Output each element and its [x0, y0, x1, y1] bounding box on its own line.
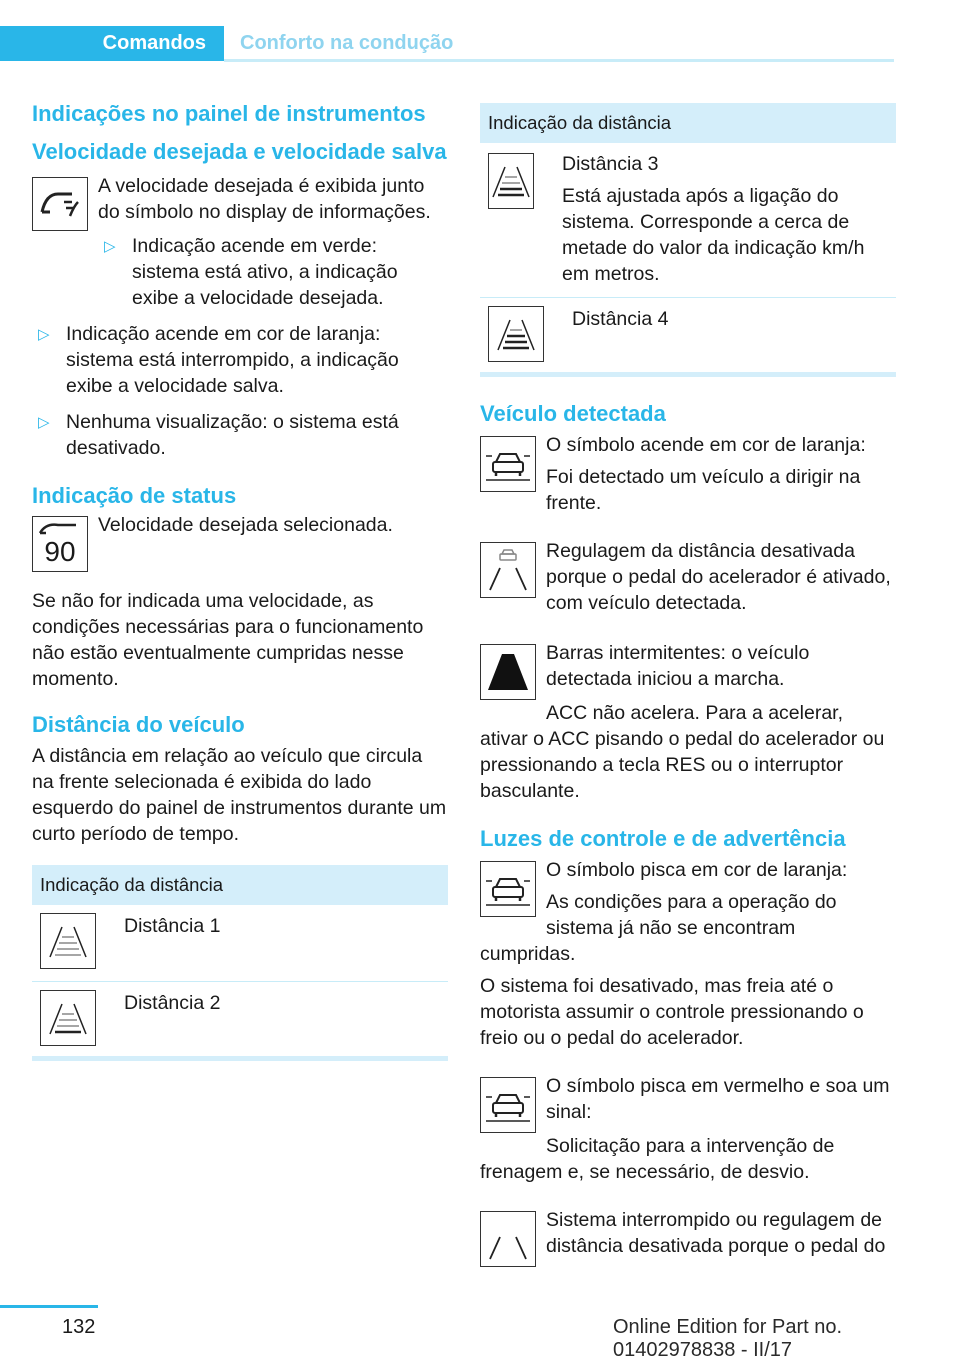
distance-4-icon — [488, 306, 544, 362]
speed-text: A velocidade desejada é exibida junto do símbolo no display de informações. — [98, 175, 431, 223]
table-header: Indicação da distância — [32, 865, 448, 905]
vehicle-detected-icon — [480, 436, 536, 492]
table-row — [480, 143, 896, 298]
lane-lines-icon — [480, 1211, 536, 1267]
vehicle-bars-icon — [480, 644, 536, 700]
status-block — [32, 512, 448, 572]
table-row — [32, 982, 448, 1056]
warning-heading: Luzes de controle e de advertência — [480, 826, 846, 851]
bullet-green-text: Indicação acende em verde: sistema está ativo, a indicação exibe a velocidade desejada. — [132, 235, 398, 309]
warning-block-3 — [480, 1207, 896, 1267]
right-column — [480, 103, 896, 1267]
warning-p1b: As condições para a operação do sistema já não se encontram cumpridas. — [480, 891, 837, 965]
bullet-orange — [32, 321, 448, 399]
vehicle-p3a: Barras intermitentes: o veículo detectada iniciou a marcha. — [546, 642, 810, 690]
distance-table-left — [32, 865, 448, 1061]
section-tab-conforto[interactable]: Conforto na condução — [240, 32, 454, 54]
table-header: Indicação da distância — [480, 103, 896, 143]
header-rule — [224, 59, 894, 62]
distance-3-text: Está ajustada após a ligação do sistema. Corresponde a cerca de metade do valor da indicação km/h em metros. — [562, 185, 865, 285]
vehicle-heading: Veículo detectada — [480, 401, 666, 426]
page-number: 132 — [62, 1316, 96, 1338]
distance-heading: Distância do veículo — [32, 712, 245, 737]
bullet-none — [32, 409, 448, 461]
speed-90-value: 90 — [44, 536, 76, 567]
table-row — [480, 298, 896, 372]
speed-block — [32, 173, 448, 321]
table-end-rule — [480, 372, 896, 377]
distance-text: A distância em relação ao veículo que circula na frente selecionada é exibida do lado esquerdo do painel de instrumentos durante um curto período de tempo. — [32, 745, 447, 845]
distance-table-right — [480, 103, 896, 377]
warning-p3: Sistema interrompido ou regulagem de distância desativada porque o pedal do — [546, 1209, 886, 1257]
status-text: Velocidade desejada selecionada. — [98, 514, 393, 536]
speed-heading: Velocidade desejada e velocidade salva — [32, 139, 447, 164]
warning-block-1 — [480, 857, 896, 973]
bullet-triangle-icon: ▷ — [104, 238, 116, 255]
vehicle-block-1 — [480, 432, 896, 524]
bullet-triangle-icon: ▷ — [38, 414, 50, 431]
warning-p2b: Solicitação para a intervenção de frenagem e, se necessário, de desvio. — [480, 1135, 835, 1183]
table-row — [32, 905, 448, 982]
vehicle-warning-icon — [480, 861, 536, 917]
vehicle-p3b: ACC não acelera. Para a acelerar, ativar o ACC pisando o pedal do acelerador ou pressionando a tecla RES ou o interruptor basculante. — [480, 702, 885, 802]
distance-2-icon — [40, 990, 96, 1046]
distance-1-label: Distância 1 — [124, 915, 221, 937]
vehicle-gray-icon — [480, 542, 536, 598]
warning-p1a: O símbolo pisca em cor de laranja: — [546, 859, 848, 881]
bullet-green — [98, 233, 448, 311]
vehicle-p2: Regulagem da distância desativada porque o pedal do acelerador é ativado, com veículo detectada. — [546, 540, 891, 614]
warning-block-2 — [480, 1073, 896, 1133]
warning-p1c: O sistema foi desativado, mas freia até o motorista assumir o controle pressionando o freio ou o pedal do acelerador. — [480, 975, 864, 1049]
table-end-rule — [32, 1056, 448, 1061]
chapter-tab-comandos[interactable]: Comandos — [0, 26, 224, 61]
status-heading: Indicação de status — [32, 483, 237, 508]
bullet-orange-text: Indicação acende em cor de laranja: sistema está interrompido, a indicação exibe a velocidade salva. — [66, 323, 399, 397]
distance-2-label: Distância 2 — [124, 992, 221, 1014]
cruise-speed-icon — [32, 177, 88, 231]
vehicle-block-2 — [480, 538, 896, 624]
edition-text: Online Edition for Part no. 01402978838 - II/17 — [613, 1316, 843, 1361]
distance-3-icon — [488, 153, 534, 209]
section-title: Indicações no painel de instrumentos — [32, 101, 426, 126]
vehicle-p1a: O símbolo acende em cor de laranja: — [546, 434, 866, 456]
distance-4-label: Distância 4 — [572, 308, 669, 330]
bullet-none-text: Nenhuma visualização: o sistema está desativado. — [66, 411, 399, 459]
status-note: Se não for indicada uma velocidade, as condições necessárias para o funcionamento não estão eventualmente cumpridas nesse momento. — [32, 590, 424, 690]
vehicle-alarm-icon — [480, 1077, 536, 1133]
speed-90-icon — [32, 516, 88, 572]
distance-1-icon — [40, 913, 96, 969]
distance-3-title: Distância 3 — [562, 153, 659, 175]
bullet-triangle-icon: ▷ — [38, 326, 50, 343]
vehicle-block-3 — [480, 640, 896, 700]
left-column — [32, 100, 448, 1071]
warning-p2a: O símbolo pisca em vermelho e soa um sinal: — [546, 1075, 890, 1123]
footer-rule — [0, 1305, 98, 1308]
vehicle-p1b: Foi detectado um veículo a dirigir na frente. — [546, 466, 861, 514]
